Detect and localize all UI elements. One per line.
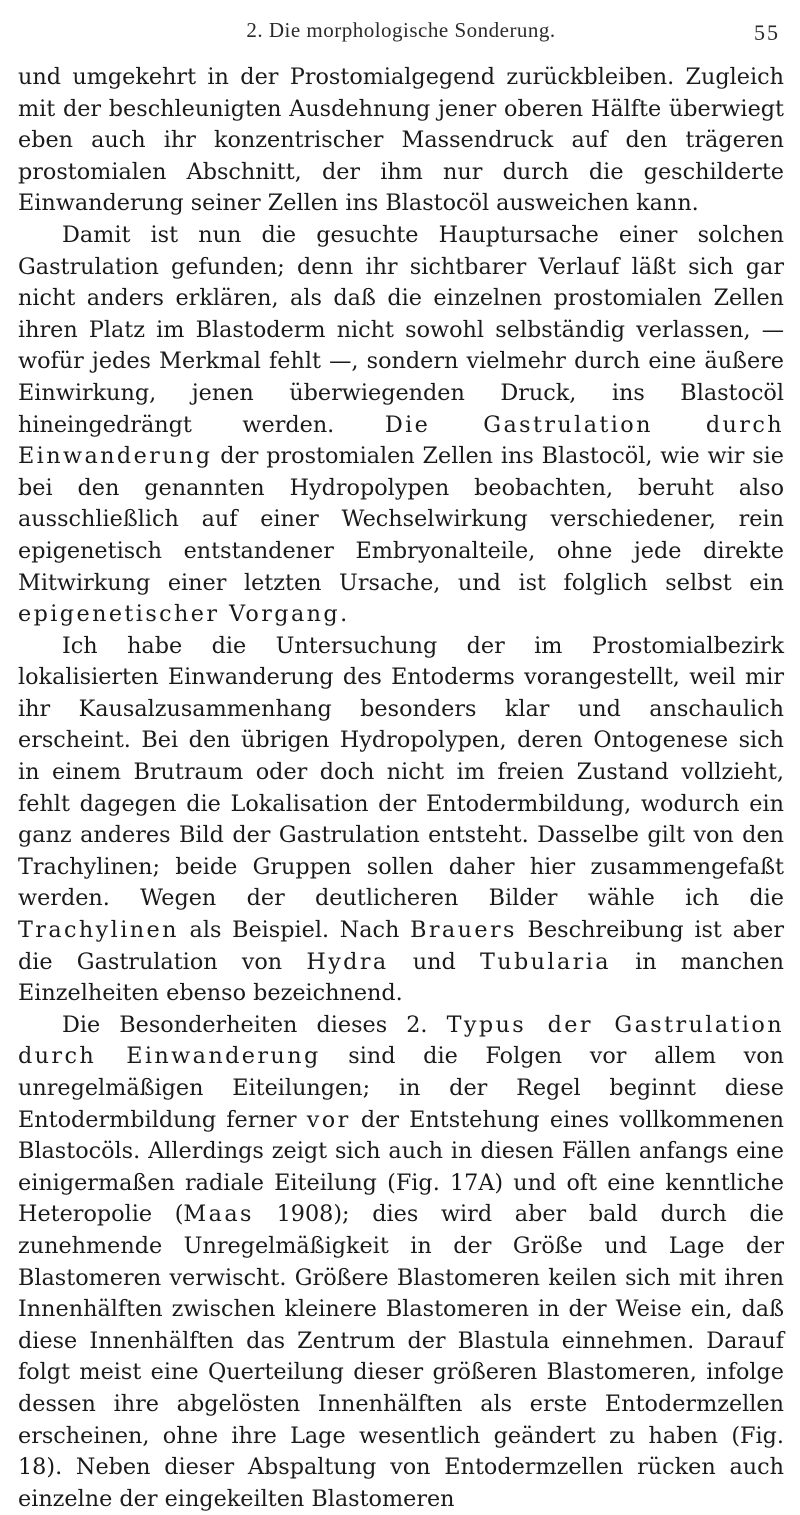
text-run: in manchen Einzelheiten ebenso bezeichnend. bbox=[18, 948, 784, 1007]
paragraph bbox=[18, 220, 784, 631]
text-run: 1908); dies wird aber bald durch die zunehmende Unregelmäßigkeit in der Größe und Lage der Blastomeren verwischt. Größere Blastomeren keilen sich mit ihren Innenhälften zwischen kleinere Blastomeren in der Weise ein, daß diese Innenhälften das Zentrum der Blastula einnehmen. Darauf folgt meist eine Querteilung dieser größeren Blastomeren, infolge dessen ihre abgelösten Innenhälften als erste Entodermzellen erscheinen, ohne ihre Lage wesentlich geändert zu haben (Fig. 18). Neben dieser Abspaltung von Entodermzellen rücken auch einzelne der eingekeilten Blastomeren bbox=[18, 1201, 784, 1512]
text-run: als Beispiel. Nach bbox=[178, 917, 411, 944]
text-run: der Entstehung eines vollkommenen Blastocöls. Allerdings zeigt sich auch in diesen Fällen anfangs eine einigermaßen radiale Eiteilung (Fig. 17A) und oft eine kenntliche Heteropolie ( bbox=[18, 1106, 784, 1228]
text-run: und bbox=[388, 948, 480, 975]
text-run: Beschreibung ist aber die Gastrulation von bbox=[18, 917, 784, 975]
emphasized-text: Maas bbox=[183, 1201, 254, 1228]
text-run: sind die Folgen vor allem von unregelmäßigen Eiteilungen; in der Regel beginnt diese Entodermbildung ferner bbox=[18, 1043, 785, 1133]
emphasized-text: Typus der Gastrulation durch Einwanderung bbox=[18, 1011, 784, 1070]
paragraph bbox=[18, 62, 784, 220]
paragraph bbox=[18, 631, 784, 1010]
emphasized-text: Trachylinen bbox=[18, 917, 179, 944]
page-number: 55 bbox=[754, 20, 780, 45]
emphasized-text: Tubularia bbox=[479, 948, 611, 975]
emphasized-text: vor bbox=[306, 1106, 351, 1133]
body-text bbox=[18, 62, 784, 1515]
text-run: Ich habe die Untersuchung der im Prostomialbezirk lokalisierten Einwanderung des Entoderms vorangestellt, weil mir ihr Kausalzusammenhang besonders klar und anschaulich erscheint. Bei den übrigen Hydropolypen, deren Ontogenese sich in einem Brutraum oder doch nicht im freien Zustand vollzieht, fehlt dagegen die Lokalisation der Entodermbildung, wodurch ein ganz anderes Bild der Gastrulation entsteht. Dasselbe gilt von den Trachylinen; beide Gruppen sollen daher hier zusammengefaßt werden. Wegen der deutlicheren Bilder wähle ich die bbox=[18, 632, 784, 912]
emphasized-text: Die Gastrulation durch Einwanderung bbox=[18, 411, 784, 470]
emphasized-text: Brauers bbox=[410, 917, 517, 944]
running-head: 2. Die morphologische Sonderung. bbox=[246, 18, 556, 42]
paragraph bbox=[18, 1010, 784, 1515]
text-run: der prostomialen Zellen ins Blastocöl, wie wir sie bei den genannten Hydropolypen beobachten, beruht also ausschließlich auf einer Wechselwirkung verschiedener, rein epigenetisch entstandener Embryonalteile, ohne jede direkte Mitwirkung einer letzten Ursache, und ist folglich selbst ein bbox=[18, 443, 784, 596]
emphasized-text: epigenetischer Vorgang bbox=[18, 601, 341, 628]
emphasized-text: Hydra bbox=[306, 948, 389, 975]
page-header bbox=[18, 14, 784, 54]
text-run: und umgekehrt in der Prostomialgegend zurückbleiben. Zugleich mit der beschleunigten Ausdehnung jener oberen Hälfte überwiegt eben auch ihr konzentrischer Massendruck auf den trägeren prostomialen Abschnitt, der ihm nur durch die geschilderte Einwanderung seiner Zellen ins Blastocöl ausweichen kann. bbox=[18, 64, 784, 217]
text-run: Die Besonderheiten dieses 2. bbox=[62, 1011, 447, 1038]
text-run: Damit ist nun die gesuchte Hauptursache einer solchen Gastrulation gefunden; denn ihr sichtbarer Verlauf läßt sich gar nicht anders erklären, als daß die einzelnen prostomialen Zellen ihren Platz im Blastoderm nicht sowohl selbständig verlassen, — wofür jedes Merkmal fehlt —, sondern vielmehr durch eine äußere Einwirkung, jenen überwiegenden Druck, ins Blastocöl hineingedrängt werden. bbox=[18, 221, 784, 438]
text-run: . bbox=[340, 601, 348, 628]
